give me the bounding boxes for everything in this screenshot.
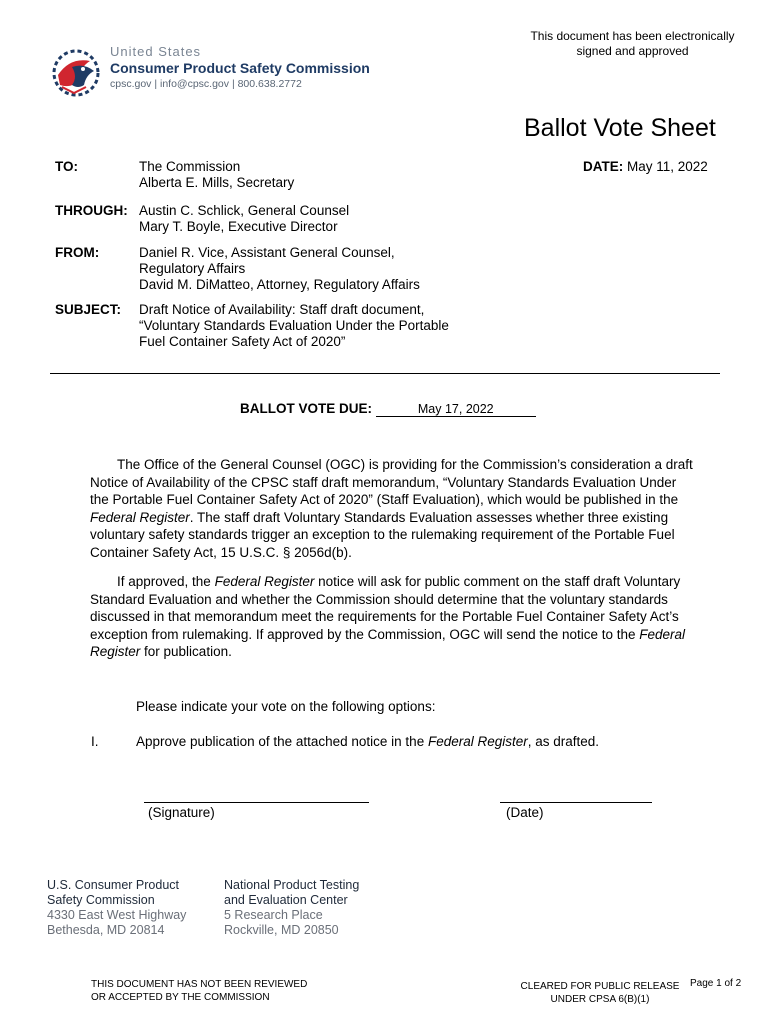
to-recipients [139, 159, 294, 191]
date-label: DATE: [583, 159, 624, 174]
agency-name: Consumer Product Safety Commission [110, 60, 370, 76]
option-text-part: Approve publication of the attached notice in the [136, 734, 428, 749]
signature-label: (Signature) [148, 805, 215, 820]
hq-address [47, 878, 186, 938]
through-recipients [139, 203, 349, 235]
ballot-due-value: May 17, 2022 [376, 402, 536, 417]
electronic-signature-notice [520, 29, 745, 59]
subject-line: Fuel Container Safety Act of 2020” [139, 334, 346, 349]
subject-text [139, 302, 449, 350]
lab-line: 5 Research Place [224, 908, 323, 922]
notice-line: THIS DOCUMENT HAS NOT BEEN REVIEWED [91, 979, 308, 990]
through-line: Austin C. Schlick, General Counsel [139, 203, 350, 218]
option-1-text [136, 734, 599, 749]
signature-notice-line: This document has been electronically [530, 29, 735, 43]
to-line: The Commission [139, 159, 241, 174]
agency-wordmark [110, 44, 370, 90]
from-label: FROM: [55, 245, 100, 260]
through-line: Mary T. Boyle, Executive Director [139, 219, 338, 234]
from-senders [139, 245, 420, 293]
subject-label: SUBJECT: [55, 302, 122, 317]
hq-line: 4330 East West Highway [47, 908, 187, 922]
agency-contacts: cpsc.gov | info@cpsc.gov | 800.638.2772 [110, 78, 302, 90]
ballot-due-label: BALLOT VOTE DUE [240, 401, 368, 416]
signature-notice-line: signed and approved [576, 44, 689, 58]
not-reviewed-notice [91, 978, 307, 1004]
page-number: Page 1 of 2 [690, 978, 742, 989]
federal-register-ref: Federal Register [90, 509, 190, 525]
option-number: I. [91, 734, 99, 749]
cleared-notice [516, 980, 684, 1006]
through-label: THROUGH: [55, 203, 128, 218]
paragraph-text: for publication. [140, 644, 232, 659]
subject-line: “Voluntary Standards Evaluation Under the Portable [139, 318, 449, 333]
notice-line: UNDER CPSA 6(B)(1) [550, 994, 650, 1005]
signature-line[interactable] [144, 802, 369, 803]
federal-register-ref: Federal Register [90, 626, 686, 659]
lab-line: and Evaluation Center [224, 893, 348, 907]
paragraph-text: The Office of the General Counsel (OGC) is providing for the Commission’s consideration a draft Notice of Availability of the CPSC staff draft memorandum, “Voluntary Standards Evaluation Under the Portable Fuel Container Safety Act of 2020” (Staff Evaluation), which would be published in the [90, 457, 693, 507]
hq-line: Safety Commission [47, 893, 155, 907]
date-line[interactable] [500, 802, 652, 803]
to-label: TO: [55, 159, 78, 174]
from-line: David M. DiMatteo, Attorney, Regulatory Affairs [139, 277, 420, 292]
body-paragraph-1 [90, 456, 695, 561]
hq-line: Bethesda, MD 20814 [47, 923, 165, 937]
header-divider [50, 373, 720, 374]
hq-line: U.S. Consumer Product [47, 878, 179, 892]
from-line: Daniel R. Vice, Assistant General Counsel, [139, 245, 395, 260]
paragraph-text: notice will ask for public comment on the staff draft Voluntary Standard Evaluation and whether the Commission should determine that the voluntary standards discussed in that memorandum meet the requirements for the Portable Fuel Container Safety Act’s exception from rulemaking. If approved by the Commission, OGC will send the notice to the [90, 574, 681, 642]
agency-country: United States [110, 44, 202, 59]
ballot-vote-due: BALLOT VOTE DUE: May 17, 2022 [240, 401, 536, 417]
vote-prompt: Please indicate your vote on the following options: [136, 699, 436, 714]
from-line: Regulatory Affairs [139, 261, 246, 276]
subject-line: Draft Notice of Availability: Staff draft document, [139, 302, 425, 317]
cpsc-logo [50, 45, 112, 101]
option-text-part: , as drafted. [527, 734, 600, 749]
to-line: Alberta E. Mills, Secretary [139, 175, 295, 190]
notice-line: CLEARED FOR PUBLIC RELEASE [520, 981, 680, 992]
document-title: Ballot Vote Sheet [524, 114, 716, 142]
date-value: May 11, 2022 [627, 159, 708, 174]
lab-line: Rockville, MD 20850 [224, 923, 339, 937]
body-paragraph-2 [90, 573, 695, 661]
notice-line: OR ACCEPTED BY THE COMMISSION [91, 992, 270, 1003]
lab-address [224, 878, 359, 938]
lab-line: National Product Testing [224, 878, 360, 892]
federal-register-ref: Federal Register [214, 574, 315, 589]
memo-date [583, 159, 708, 174]
paragraph-text: . The staff draft Voluntary Standards Evaluation assesses whether three existing voluntary safety standards trigger an exception to the rulemaking requirement of the Portable Fuel Container Safety Act, 15 U.S.C. § 2056d(b). [90, 509, 675, 560]
federal-register-ref: Federal Register [427, 734, 528, 749]
vote-date-label: (Date) [506, 805, 544, 820]
paragraph-text: If approved, the [117, 574, 215, 589]
